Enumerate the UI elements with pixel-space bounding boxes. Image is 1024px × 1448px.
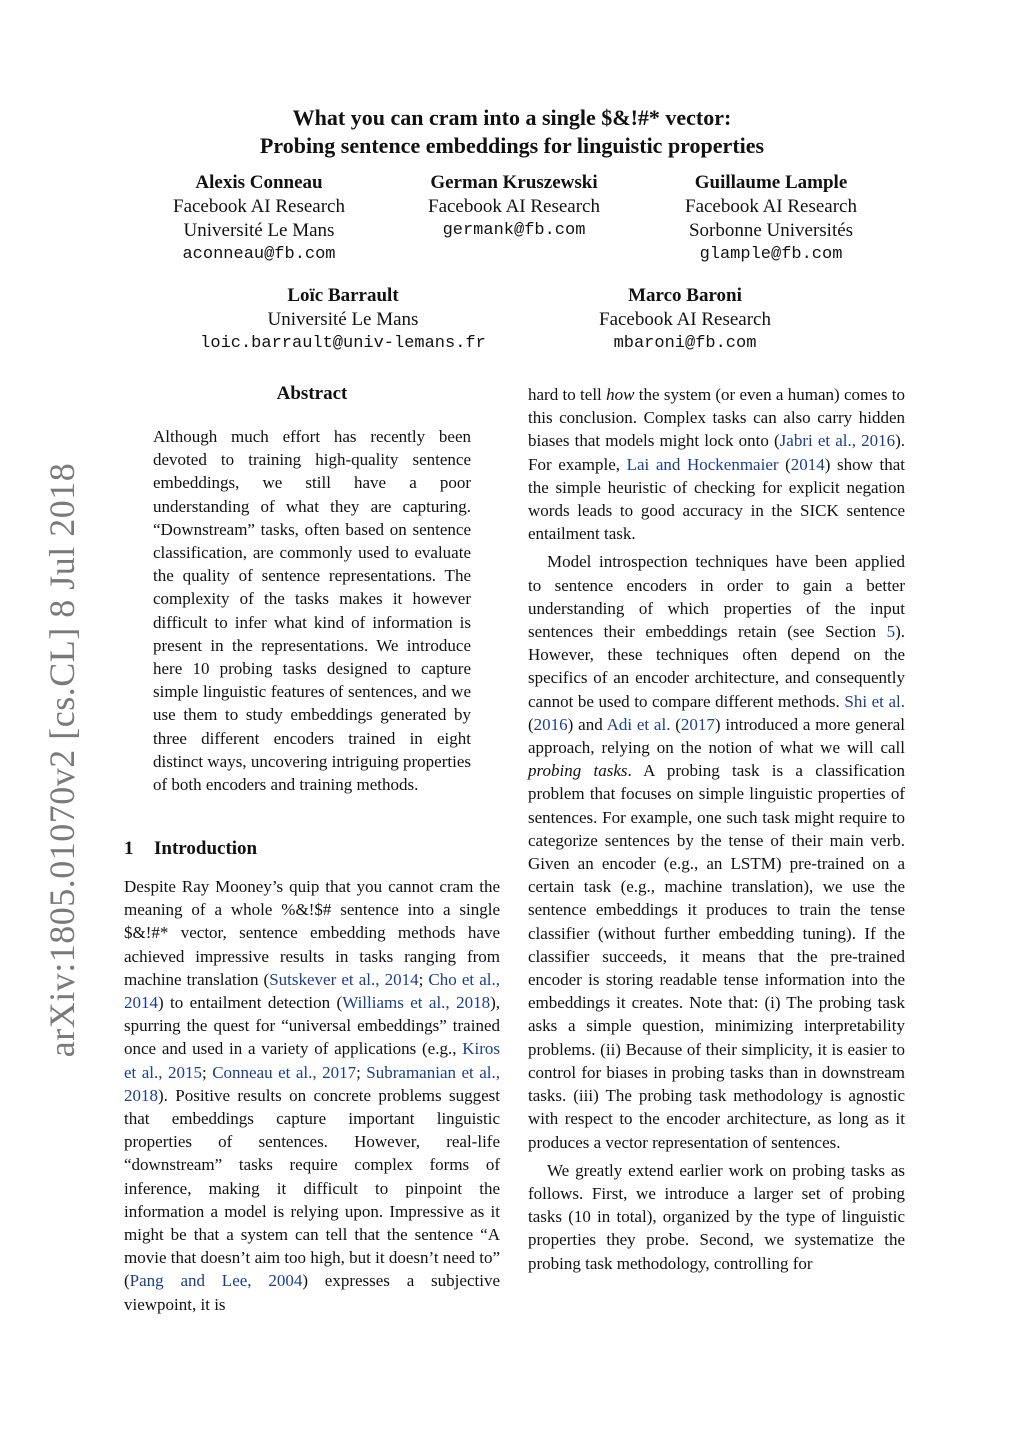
citation-williams[interactable]: Williams et al., 2018 (342, 993, 491, 1013)
author-email: germank@fb.com (442, 221, 586, 240)
citation-jabri[interactable]: Jabri et al., 2016 (779, 431, 896, 451)
author-affiliation: Université Le Mans (267, 309, 419, 330)
text-run: . A probing task is a classification problem that focuses on simple linguistic properties of sentences. For example, one such task might require to categorize sentences by the tense of their main verb. Given an encoder (e.g., an LSTM) pre-trained on a certain task (e.g., machine translation), we use the sentence embeddings it produces to train the tense classifier (without further embedding tuning). If the classifier succeeds, it means that the pre-trained encoder is storing readable tense information into the embeddings it creates. Note that: (i) The probing task asks a simple question, minimizing interpretability problems. (ii) Because of their simplicity, it is easier to control for biases in probing tasks than in downstream tasks. (iii) The probing task methodology is agnostic with respect to the encoder architecture, as long as it produces a vector representation of sentences. (528, 761, 905, 1152)
citation-sutskever[interactable]: Sutskever et al., 2014 (269, 969, 419, 989)
text-run: Despite Ray Mooney’s quip that you cannot cram the meaning of a whole %&!$# sentence into a single $&!#* vector, sentence embedding methods have achieved impressive results in tasks ranging from machine translation ( (124, 877, 500, 989)
text-run: ). For example, (528, 431, 905, 474)
author-name: Loïc Barrault (287, 285, 399, 306)
author-email: aconneau@fb.com (182, 245, 336, 264)
citation-adi[interactable]: Adi et al. (606, 714, 671, 734)
text-run: the system (or even a human) comes to this conclusion. Complex tasks can also carry hidden biases that models might lock onto ( (528, 385, 905, 451)
intro-left-column (124, 875, 500, 1316)
author-affiliation: Facebook AI Research (428, 196, 600, 217)
author-affiliation: Facebook AI Research (173, 196, 345, 217)
author-affiliation: Sorbonne Universités (688, 220, 854, 241)
text-run: ) expresses a subjective viewpoint, it is (124, 1271, 500, 1314)
section-title: Introduction (154, 838, 258, 859)
section-number: 1 (124, 838, 134, 859)
author-email: mbaroni@fb.com (613, 334, 757, 353)
text-run: Model introspection techniques have been applied to sentence encoders in order to gain a better understanding of which properties of the input sentences their embeddings retain (see Section (528, 552, 905, 642)
text-run: hard to tell (528, 385, 607, 404)
citation-pang[interactable]: Pang and Lee, 2004 (129, 1271, 303, 1291)
author-name: Marco Baroni (628, 285, 742, 306)
text-run: ). Positive results on concrete problems suggest that embeddings capture important linguistic properties of sentences. However, real-life “downstream” tasks require complex forms of inference, making it difficult to pinpoint the information a model is relying upon. Impressive as it might be that a system can tell that the sentence “A movie that doesn’t aim too high, but it doesn’t need to” ( (124, 1085, 500, 1291)
intro-paragraph-1: Despite Ray Mooney’s quip that you cannot cram the meaning of a whole %&!$# sentence into a single $&!#* vector, sentence embedding methods have achieved impressive results in tasks ranging from machine translation (Sutskever et al., 2014; Cho et al., 2014) to entailment detection (Williams et al., 2018), spurring the quest for “universal embeddings” trained once and used in a variety of applications (e.g., Kiros et al., 2015; Conneau et al., 2017; Subramanian et al., 2018). Positive results on concrete problems suggest that embeddings capture important linguistic properties of sentences. However, real-life “downstream” tasks require complex forms of inference, making it difficult to pinpoint the information a model is relying upon. Impressive as it might be that a system can tell that the sentence “A movie that doesn’t aim too high, but it doesn’t need to” (Pang and Lee, 2004) expresses a subjective viewpoint, it is (124, 877, 500, 1314)
intro-paragraph-4: We greatly extend earlier work on probing tasks as follows. First, we introduce a larger set of probing tasks (10 in total), organized by the type of linguistic properties they probe. Second, we systematize the probing task methodology, controlling for (528, 1160, 905, 1273)
section-link-5[interactable]: 5 (886, 622, 896, 642)
author-block-conneau (139, 171, 379, 267)
citation-kiros[interactable]: Kiros et al., 2015 (124, 1039, 500, 1082)
intro-paragraph-2: hard to tell how the system (or even a human) comes to this conclusion. Complex tasks can also carry hidden biases that models might lock onto (Jabri et al., 2016). For example, Lai and Hockenmaier (2014) show that the simple heuristic of checking for explicit negation words leads to good accuracy in the SICK sentence entailment task. (528, 385, 905, 544)
text-run: introduced a more general approach, relying on the notion of what we will call (528, 714, 905, 758)
author-affiliation: Facebook AI Research (599, 309, 771, 330)
author-block-kruszewski (394, 171, 634, 243)
text-run: ) to entailment detection ( (158, 993, 343, 1013)
citation-cho[interactable]: Cho et al., 2014 (124, 969, 500, 1013)
text-run: show that the simple heuristic of checking for explicit negation words leads to good accuracy in the SICK sentence entailment task. (528, 454, 905, 544)
intro-paragraph-3: Model introspection techniques have been applied to sentence encoders in order to gain a better understanding of which properties of the input sentences their embeddings retain (see Section 5). However, these techniques often depend on the specifics of an encoder architecture, and consequently cannot be used to compare different methods. Shi et al. (2016) and Adi et al. (2017) introduced a more general approach, relying on the notion of what we will call probing tasks. A probing task is a classification problem that focuses on simple linguistic properties of sentences. For example, one such task might require to categorize sentences by the tense of their main verb. Given an encoder (e.g., an LSTM) pre-trained on a certain task (e.g., machine translation), we use the sentence embeddings it produces to train the tense classifier (without further embedding tuning). If the classifier succeeds, it means that the pre-trained encoder is storing readable tense information into the embeddings it creates. Note that: (i) The probing task asks a simple question, minimizing interpretability problems. (ii) Because of their simplicity, it is easier to control for biases in probing tasks than in downstream tasks. (iii) The probing task methodology is agnostic with respect to the encoder architecture, as long as it produces a vector representation of sentences. (528, 552, 905, 1152)
citation-adi-year[interactable]: 2017 (680, 714, 715, 734)
citation-shi[interactable]: Shi et al. (844, 691, 905, 711)
paper-title-line-2: Probing sentence embeddings for linguistic properties (259, 133, 765, 158)
author-block-barrault (163, 284, 523, 356)
author-email: glample@fb.com (699, 245, 843, 264)
abstract-body: Although much effort has recently been devoted to training high-quality sentence embeddings, we still have a poor understanding of what they are capturing. “Downstream” tasks, often based on sentence classification, are commonly used to evaluate the quality of sentence representations. The complexity of the tasks makes it however difficult to infer what kind of information is present in the representations. We introduce here 10 probing tasks designed to capture simple linguistic features of sentences, and we use them to study embeddings generated by three different encoders trained in eight distinct ways, uncovering intriguing properties of both encoders and training methods. (153, 427, 471, 795)
arxiv-stamp-text: arXiv:1805.01070v2 [cs.CL] 8 Jul 2018 (42, 462, 82, 1058)
author-block-baroni (565, 284, 805, 356)
citation-lai[interactable]: Lai and Hockenmaier (626, 454, 779, 474)
author-affiliation: Université Le Mans (183, 220, 335, 241)
author-name: Guillaume Lample (694, 172, 848, 193)
citation-conneau[interactable]: Conneau et al., 2017 (212, 1062, 357, 1082)
author-email: loic.barrault@univ-lemans.fr (200, 334, 486, 353)
text-run: and (573, 714, 607, 734)
intro-right-column (528, 383, 905, 1275)
text-run: ). However, these techniques often depend on the specifics of an encoder architecture, and consequently cannot be used to compare different methods. (528, 622, 905, 711)
section-heading-introduction (124, 838, 257, 860)
abstract-heading: Abstract (276, 383, 348, 404)
emphasis: how (606, 385, 635, 404)
citation-subramanian[interactable]: Subramanian et al., 2018 (124, 1062, 500, 1105)
author-affiliation: Facebook AI Research (685, 196, 857, 217)
paper-title-line-1: What you can cram into a single $&!#* vector: (292, 105, 732, 130)
citation-lai-year[interactable]: 2014 (790, 454, 825, 474)
author-name: German Kruszewski (430, 172, 598, 193)
citation-shi-year[interactable]: 2016 (533, 714, 568, 734)
author-block-lample (651, 171, 891, 267)
emphasis: probing tasks (528, 761, 628, 781)
text-run: ), spurring the quest for “universal embeddings” trained once and used in a variety of applications (e.g., (124, 993, 500, 1059)
author-name: Alexis Conneau (195, 172, 323, 193)
